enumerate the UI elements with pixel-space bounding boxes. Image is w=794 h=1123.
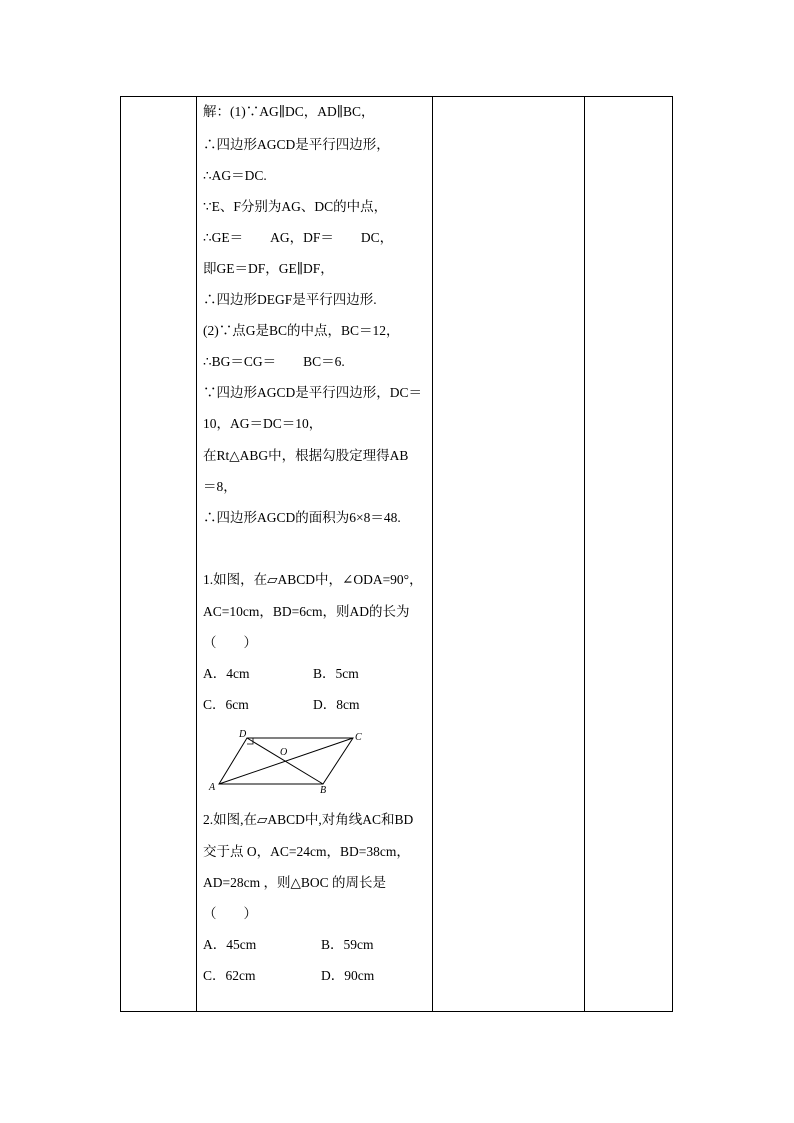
- solution-line: ∴AG＝DC.: [203, 168, 267, 183]
- diagonal-bd: [247, 738, 323, 784]
- option-c: C．6cm: [203, 697, 249, 712]
- question2-options-row: [203, 937, 374, 953]
- solution-line: ＝8，: [203, 479, 237, 494]
- question2-text: 2.如图,在▱ABCD中,对角线AC和BD: [203, 812, 414, 827]
- column-divider-1: [196, 97, 197, 1011]
- column-divider-3: [584, 97, 585, 1011]
- label-d: D: [239, 729, 247, 740]
- question2-options-row: [203, 968, 375, 984]
- solution-line: ∴四边形AGCD是平行四边形，: [203, 137, 390, 152]
- question2-text: 交于点 O，AC=24cm，BD=38cm，: [203, 844, 410, 859]
- label-c: C: [355, 732, 362, 743]
- column-divider-2: [432, 97, 433, 1011]
- solution-line: ∴四边形DEGF是平行四边形.: [203, 292, 377, 307]
- parallelogram-figure: [207, 726, 367, 796]
- option-a: A．45cm: [203, 937, 257, 952]
- label-b: B: [320, 785, 327, 796]
- question1-blank: （ ）: [203, 635, 257, 650]
- option-d: D．90cm: [321, 968, 375, 983]
- solution-line: 10，AG＝DC＝10，: [203, 416, 323, 431]
- diagonal-ac: [219, 738, 353, 784]
- question1-text: 1.如图，在▱ABCD中，∠ODA=90°，: [203, 572, 423, 587]
- question1-options-row: [203, 697, 360, 713]
- option-b: B．59cm: [321, 937, 374, 952]
- label-o: O: [280, 747, 288, 758]
- solution-line: 在Rt△ABG中，根据勾股定理得AB: [203, 448, 409, 463]
- solution-line: ∴四边形AGCD的面积为6×8＝48.: [203, 510, 401, 525]
- solution-line: 即GE＝DF，GE∥DF，: [203, 261, 334, 276]
- question1-text: AC=10cm，BD=6cm，则AD的长为: [203, 604, 410, 619]
- solution-line: (2)∵点G是BC的中点，BC＝12，: [203, 323, 400, 338]
- lesson-table: [120, 96, 673, 1012]
- question2-text: AD=28cm ，则△BOC 的周长是: [203, 875, 386, 890]
- solution-line: 解：(1)∵AG∥DC，AD∥BC，: [203, 104, 375, 119]
- question1-options-row: [203, 666, 359, 682]
- solution-line: ∵四边形AGCD是平行四边形，DC＝: [203, 385, 423, 400]
- solution-line: ∴BG＝CG＝ BC＝6.: [203, 354, 345, 369]
- solution-line: ∴GE＝ AG，DF＝ DC，: [203, 230, 394, 245]
- label-a: A: [209, 782, 216, 793]
- option-d: D．8cm: [313, 697, 360, 712]
- option-a: A．4cm: [203, 666, 250, 681]
- option-c: C．62cm: [203, 968, 256, 983]
- option-b: B．5cm: [313, 666, 359, 681]
- question2-blank: （ ）: [203, 906, 257, 921]
- solution-line: ∵E、F分别为AG、DC的中点，: [203, 199, 388, 214]
